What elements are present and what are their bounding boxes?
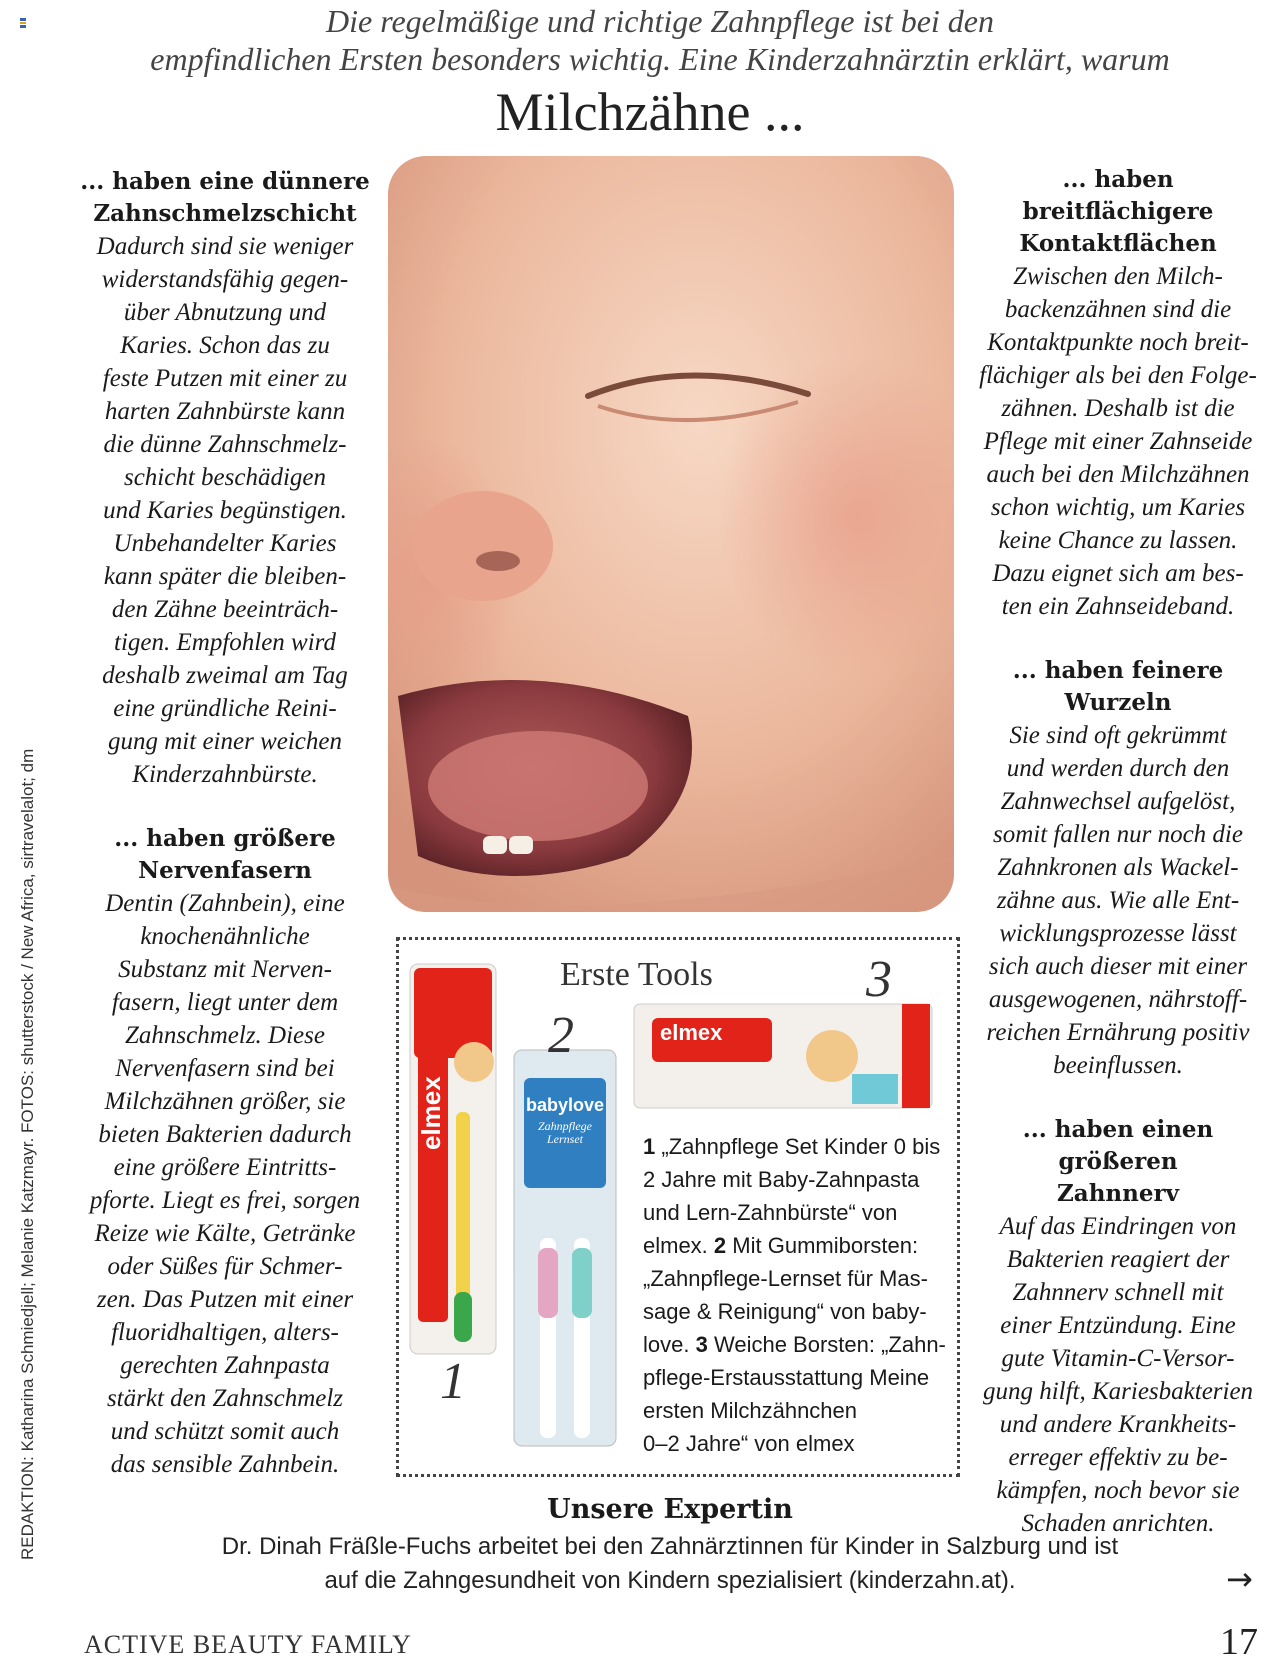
product-1-brand: elmex (416, 1076, 446, 1150)
intro-line: Die regelmäßige und richtige Zahnpflege ist bei den (325, 3, 994, 39)
section-heading: ... haben einen größeren Zahnnerv (1022, 1116, 1214, 1207)
product-2-brand: babylove (525, 1095, 605, 1115)
next-page-arrow-icon[interactable]: → (1226, 1560, 1253, 1598)
section-heading: ... haben breitflächigere Kontaktflächen (1019, 166, 1217, 257)
page-number: 17 (1220, 1621, 1258, 1663)
section-body: Zwischen den Milch- backenzähnen sind die Kontaktpunkte noch breit- flächiger als bei den Folge- zähnen. Deshalb ist die Pflege mit einer Zahnseide auch bei den Milchzähnen schon wichtig, um Karies keine Chance zu lassen. Dazu eignet sich am bes- ten ein Zahnseideband. (979, 263, 1257, 620)
page-headline: Milchzähne ... (495, 82, 805, 142)
product-number-2: 2 (548, 1007, 574, 1064)
section-heading: ... haben eine dünnere Zahnschmelzschicht (80, 168, 370, 227)
section-thinner-enamel (60, 166, 390, 791)
right-column (968, 164, 1268, 1540)
section-body: Dentin (Zahnbein), eine knochenähnliche Substanz mit Nerven- fasern, liegt unter dem Zahnschmelz. Diese Nervenfasern sind bei Milchzähnen größer, sie bieten Bakterien dadurch eine größere Eintritts- pforte. Liegt es frei, sorgen Reize wie Kälte, Getränke oder Süßes für Schmer- zen. Das Putzen mit einer fluoridhaltigen, alters- gerechten Zahnpasta stärkt den Zahnschmelz und schützt somit auch das sensible Zahnbein. (89, 890, 361, 1478)
tools-caption: 1 „Zahnpflege Set Kinder 0 bis 2 Jahre mit Baby-Zahnpasta und Lern-Zahnbürste“ von elmex. 2 Mit Gummiborsten: „Zahnpflege-Lernset für Mas- sage & Reinigung“ von baby- love. 3 Weiche Borsten: „Zahn- pflege-Erstausstattung Meine ersten Milchzähnchen 0–2 Jahre“ von elmex (643, 1134, 946, 1456)
section-body: Auf das Eindringen von Bakterien reagiert der Zahnnerv schnell mit einer Entzündung. Eine gute Vitamin-C-Versor- gung hilft, Kariesbakterien und andere Krankheits- erreger effektiv zu be- kämpfen, noch bevor sie Schaden anrichten. (982, 1213, 1254, 1537)
tools-title: Erste Tools (560, 956, 713, 993)
intro-line: empfindlichen Ersten besonders wichtig. Eine Kinderzahnärztin erklärt, warum (150, 41, 1170, 77)
product-number-1: 1 (440, 1353, 466, 1410)
baby-face-illustration (388, 156, 954, 912)
section-body: Dadurch sind sie weniger widerstandsfähig gegen- über Abnutzung und Karies. Schon das zu feste Putzen mit einer zu harten Zahnbürste kann die dünne Zahnschmelz- schicht beschädigen und Karies begünstigen. Unbehandelter Karies kann später die bleiben- den Zähne beeinträch- tigen. Empfohlen wird deshalb zweimal am Tag eine gründliche Reini- gung mit einer weichen Kinderzahnbürste. (96, 233, 354, 788)
section-body: Sie sind oft gekrümmt und werden durch den Zahnwechsel aufgelöst, somit fallen nur noch die Zahnkronen als Wackel- zähne aus. Wie alle Ent- wicklungsprozesse lässt sich auch dieser mit einer ausgewogenen, nährstoff- reichen Ernährung positiv beeinflussen. (986, 722, 1250, 1079)
expert-bio: Dr. Dinah Fräßle-Fuchs arbeitet bei den Zahnärztinnen für Kinder in Salzburg und ist auf die Zahngesundheit von Kindern spezialisiert (kinderzahn.at). (221, 1533, 1119, 1594)
magazine-name: ACTIVE BEAUTY FAMILY (84, 1630, 412, 1659)
magazine-logo-mark (20, 18, 26, 28)
product-2-subtitle: Zahnpflege Lernset (538, 1119, 592, 1146)
section-broader-contact (968, 164, 1268, 623)
section-heading: ... haben feinere Wurzeln (1012, 657, 1224, 716)
product-1-elmex-set (408, 962, 500, 1362)
section-heading: ... haben größere Nervenfasern (114, 825, 336, 884)
product-3-brand: elmex (660, 1020, 723, 1045)
photo-credit: REDAKTION: Katharina Schmiedjell; Melanie Katzmayr. FOTOS: shutterstock / New Africa, sirtravelalot; dm (18, 748, 37, 1560)
left-column (60, 166, 390, 1481)
section-larger-nerve (968, 1114, 1268, 1540)
section-finer-roots (968, 655, 1268, 1082)
product-3-elmex-box (632, 996, 934, 1112)
baby-photo (388, 156, 954, 912)
product-number-3: 3 (866, 951, 892, 1008)
intro-text (110, 2, 1210, 78)
section-larger-nerve-fibers (60, 823, 390, 1481)
expert-title: Unsere Expertin (547, 1494, 793, 1525)
